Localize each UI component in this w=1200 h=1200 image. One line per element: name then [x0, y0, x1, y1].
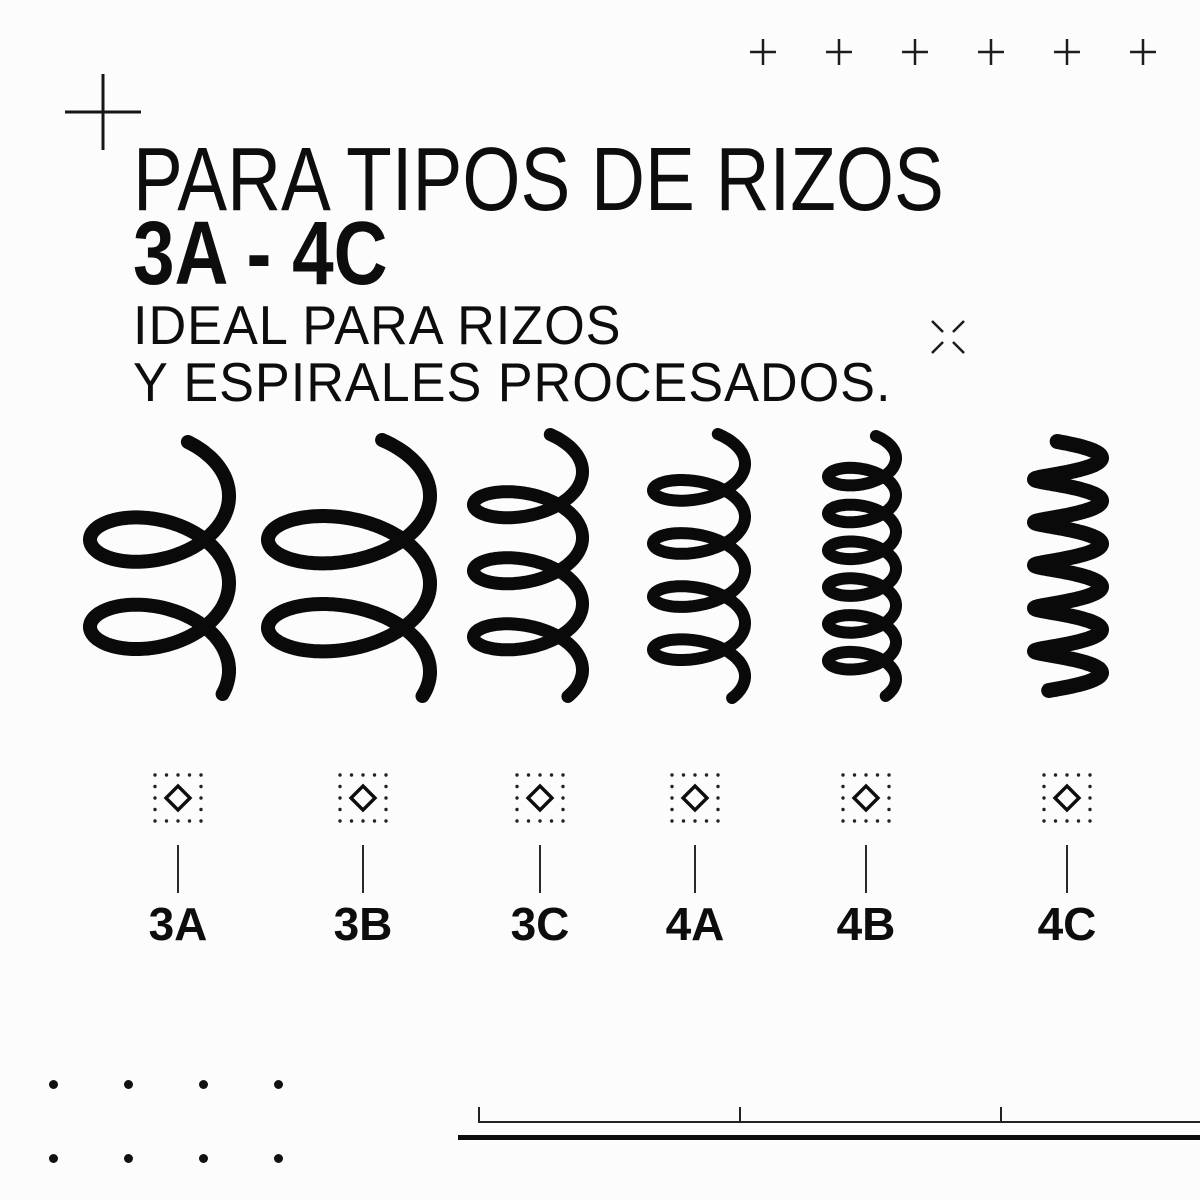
plus-icon: [65, 74, 141, 150]
curl-illustration-3a: [82, 434, 237, 702]
diamond-marker-icon: [669, 772, 721, 824]
curl-illustration-3b: [260, 432, 438, 704]
divider-line: [458, 1135, 1200, 1140]
ruler-tick: [1000, 1107, 1002, 1122]
pointer-line: [865, 845, 867, 893]
curl-type-column-3c: [480, 772, 600, 950]
curl-type-label: 3B: [333, 898, 393, 950]
ruler-line: [478, 1121, 1200, 1123]
curl-type-column-4c: [1007, 772, 1127, 950]
curl-illustration-4c: [1026, 433, 1110, 699]
pointer-line: [362, 845, 364, 893]
dot: [199, 1154, 208, 1163]
curl-type-label: 4B: [836, 898, 896, 950]
dot: [274, 1080, 283, 1089]
curl-illustration-4b: [821, 429, 903, 703]
curl-type-column-4b: [806, 772, 926, 950]
curl-type-column-4a: [635, 772, 755, 950]
plus-icon: [825, 38, 853, 66]
ruler-tick: [739, 1107, 741, 1122]
dot: [49, 1080, 58, 1089]
subtitle-line-2: Y ESPIRALES PROCESADOS.: [133, 351, 892, 413]
diamond-marker-icon: [337, 772, 389, 824]
pointer-line: [177, 845, 179, 893]
diamond-marker-icon: [1041, 772, 1093, 824]
dot: [274, 1154, 283, 1163]
curl-type-column-3a: [118, 772, 238, 950]
curl-type-label: 4A: [665, 898, 725, 950]
plus-row: [749, 38, 1157, 66]
x-mark-icon: [929, 318, 967, 356]
diamond-marker-icon: [152, 772, 204, 824]
diamond-marker-icon: [514, 772, 566, 824]
curl-illustration-4a: [646, 427, 752, 705]
plus-icon: [749, 38, 777, 66]
title-line-2: 3A - 4C: [133, 204, 388, 304]
curl-type-column-3b: [303, 772, 423, 950]
diamond-marker-icon: [840, 772, 892, 824]
plus-icon: [1053, 38, 1081, 66]
curl-type-label: 3C: [510, 898, 570, 950]
dot: [124, 1080, 133, 1089]
page-subtitle: [133, 294, 931, 413]
dot: [124, 1154, 133, 1163]
dot: [49, 1154, 58, 1163]
curl-type-label: 4C: [1037, 898, 1097, 950]
title-line-1: PARA TIPOS DE RIZOS: [133, 130, 944, 230]
curl-type-label: 3A: [148, 898, 208, 950]
pointer-line: [539, 845, 541, 893]
plus-icon: [1129, 38, 1157, 66]
subtitle-line-1: IDEAL PARA RIZOS: [133, 294, 622, 356]
page-title: [133, 130, 1110, 304]
dot: [199, 1080, 208, 1089]
curl-illustration-3c: [466, 427, 590, 704]
ruler-tick: [478, 1107, 480, 1122]
plus-icon: [977, 38, 1005, 66]
pointer-line: [1066, 845, 1068, 893]
plus-icon: [901, 38, 929, 66]
pointer-line: [694, 845, 696, 893]
